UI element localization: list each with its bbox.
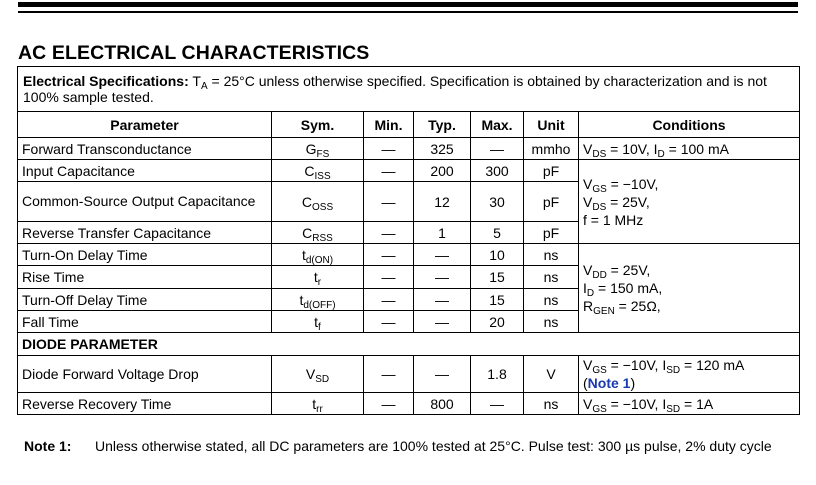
cell-parameter: Rise Time [18,266,272,289]
cell-unit: ns [524,393,579,415]
cell-conditions-capacitance: $V_{GS} = -10V$, $V_{DS} = 25V$, f = 1 MHz [579,160,800,244]
header-unit: Unit [524,112,579,138]
cell-sym: $C_{RSS}$ [272,222,364,244]
cell-max: 15 [471,266,524,289]
cell-sym: $C_{ISS}$ [272,160,364,182]
cell-min: — [364,138,414,160]
cell-parameter: Forward Transconductance [18,138,272,160]
cell-max: 15 [471,289,524,311]
cell-conditions: $V_{GS} = -10V$, $I_{SD} = 1A$ [579,393,800,415]
table-row [18,160,800,182]
spec-note: Electrical Specifications: $T_A = 25^\circ C$ unless otherwise specified. Specification is obtained by characterization and is not 100% sample tested. [18,67,800,112]
header-parameter: Parameter [18,112,272,138]
cell-min: — [364,356,414,393]
table-row [18,138,800,160]
cell-min: — [364,266,414,289]
cell-parameter: Input Capacitance [18,160,272,182]
cell-min: — [364,182,414,222]
top-rule-thin [18,11,798,13]
cell-min: — [364,222,414,244]
cell-sym: $t_f$ [272,311,364,333]
cell-sym: $t_{d(ON)}$ [272,244,364,266]
cell-typ: 12 [414,182,471,222]
cell-max: 10 [471,244,524,266]
cell-sym: $G_{FS}$ [272,138,364,160]
cell-unit: mmho [524,138,579,160]
footnote-label: Note 1: [24,438,72,454]
header-row [18,112,800,138]
cell-min: — [364,311,414,333]
cell-conditions-switching: $V_{DD} = 25V$, $I_D = 150$ mA, $R_{GEN} = 25\Omega$, [579,244,800,333]
section-title: AC ELECTRICAL CHARACTERISTICS [18,42,370,64]
cell-parameter: Turn-Off Delay Time [18,289,272,311]
cell-unit: ns [524,244,579,266]
cell-parameter: Diode Forward Voltage Drop [18,356,272,393]
section-row [18,333,800,356]
cell-conditions: $V_{DS} = 10V$, $I_D = 100$ mA [579,138,800,160]
top-rule-thick [18,2,798,7]
spec-note-row [18,67,800,112]
cell-unit: pF [524,222,579,244]
footnote-text: Unless otherwise stated, all DC parameters are 100% tested at 25°C. Pulse test: 300 µs pulse, 2% duty cycle [95,438,772,454]
table-row [18,356,800,393]
cell-max: 1.8 [471,356,524,393]
spec-note-text: = 25°C unless otherwise specified. Specification is obtained by characterization and is not 100% sample tested. [23,73,767,105]
table-row [18,393,800,415]
cell-max: 300 [471,160,524,182]
cell-max: 20 [471,311,524,333]
cell-typ: — [414,311,471,333]
cell-typ: 1 [414,222,471,244]
cell-typ: — [414,244,471,266]
cell-sym: $t_{d(OFF)}$ [272,289,364,311]
header-max: Max. [471,112,524,138]
cell-unit: pF [524,160,579,182]
table-row [18,244,800,266]
header-typ: Typ. [414,112,471,138]
cell-typ: — [414,266,471,289]
cell-min: — [364,393,414,415]
cell-typ: — [414,356,471,393]
cell-sym: $C_{OSS}$ [272,182,364,222]
header-min: Min. [364,112,414,138]
cell-unit: ns [524,266,579,289]
cell-sym: $t_r$ [272,266,364,289]
cell-min: — [364,160,414,182]
cell-typ: 800 [414,393,471,415]
cell-min: — [364,244,414,266]
cell-sym: $V_{SD}$ [272,356,364,393]
note-1-link[interactable]: Note 1 [587,375,631,391]
cell-typ: 325 [414,138,471,160]
cell-unit: ns [524,311,579,333]
cell-typ: 200 [414,160,471,182]
spec-note-label: Electrical Specifications: [23,73,189,89]
cell-unit: ns [524,289,579,311]
header-conditions: Conditions [579,112,800,138]
cell-max: 5 [471,222,524,244]
footnote [24,437,794,455]
section-heading-diode: DIODE PARAMETER [18,333,800,356]
ac-characteristics-table [17,66,800,415]
cell-max: — [471,138,524,160]
cell-parameter: Turn-On Delay Time [18,244,272,266]
cell-unit: pF [524,182,579,222]
cell-conditions: $V_{GS} = -10V$, $I_{SD} = 120$ mA (Note 1) [579,356,800,393]
header-sym: Sym. [272,112,364,138]
cell-unit: V [524,356,579,393]
cell-max: — [471,393,524,415]
cell-min: — [364,289,414,311]
cell-sym: $t_{rr}$ [272,393,364,415]
cell-parameter: Reverse Transfer Capacitance [18,222,272,244]
cell-typ: — [414,289,471,311]
cell-max: 30 [471,182,524,222]
cell-parameter: Reverse Recovery Time [18,393,272,415]
cell-parameter: Common-Source Output Capacitance [18,182,272,222]
cell-parameter: Fall Time [18,311,272,333]
